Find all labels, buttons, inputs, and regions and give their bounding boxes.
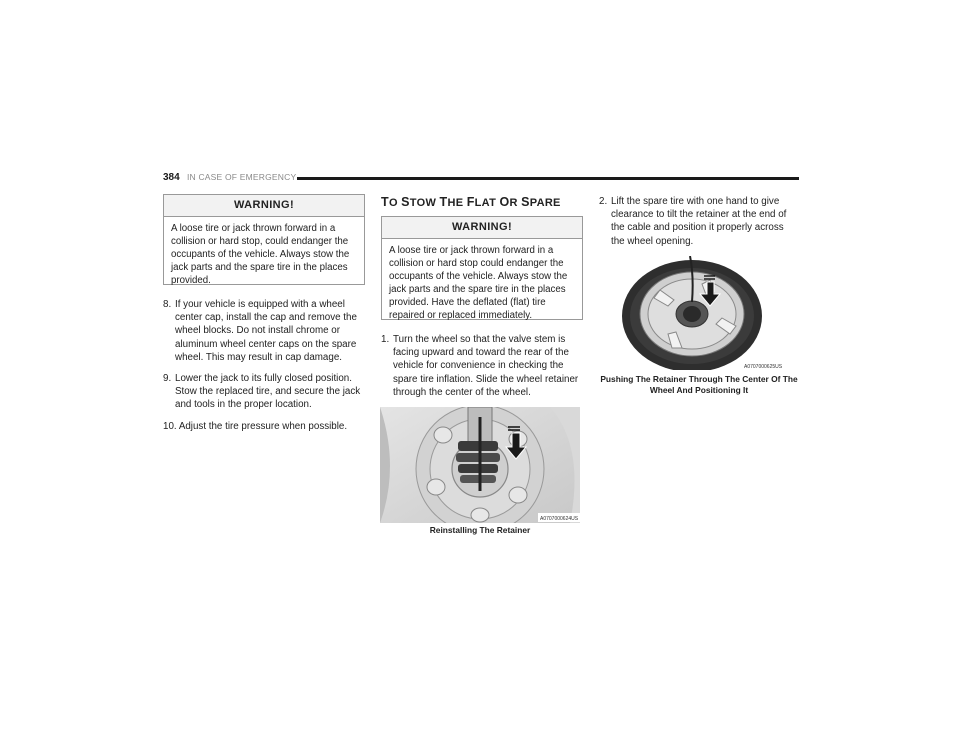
right-steps — [599, 195, 799, 256]
heading-part: T — [381, 195, 389, 209]
step-text: Turn the wheel so that the valve stem is facing upward and toward the rear of the vehicle for convenience in checking the spare tire inflation. Slide the wheel retainer through the center of the wheel. — [393, 334, 579, 398]
list-item — [163, 372, 365, 412]
step-text: Lift the spare tire with one hand to give clearance to tilt the retainer at the end of the cable and position it properly across the wheel opening. — [611, 196, 787, 247]
warning-body: A loose tire or jack thrown forward in a collision or hard stop could endanger the occupants of the vehicle. Always stow the jack parts and the spare tire in the places provided. Have the deflated (flat) tire repaired or replaced immediately. — [389, 245, 568, 321]
figure-caption: Pushing The Retainer Through The Center Of The Wheel And Positioning It — [600, 374, 798, 395]
list-item — [163, 298, 365, 364]
warning-title: WARNING! — [164, 195, 364, 217]
heading-part: TOW — [409, 197, 440, 209]
step-text: If your vehicle is equipped with a wheel center cap, install the cap and remove the wheel blocks. Do not install chrome or aluminum wheel center caps on the spare wheel. This may result in cap damage. — [175, 299, 357, 363]
page-header — [163, 172, 799, 186]
heading-part: O — [388, 197, 402, 209]
spare-tire-illustration — [610, 256, 795, 370]
page-number: 384 — [163, 172, 180, 183]
heading-part: PARE — [529, 197, 561, 209]
middle-warning-box — [381, 216, 583, 320]
middle-steps — [381, 333, 583, 407]
step-number: 2. — [599, 196, 608, 207]
heading-part: S — [521, 195, 530, 209]
heading-part: F — [466, 195, 475, 209]
step-number: 10. — [163, 420, 177, 432]
step-number: 1. — [381, 334, 390, 345]
left-steps — [163, 298, 365, 441]
heading-part: R — [509, 197, 522, 209]
list-item — [381, 333, 583, 399]
heading-part: T — [439, 195, 448, 209]
heading-part: LAT — [474, 197, 500, 209]
heading-part: S — [401, 195, 410, 209]
left-warning-box — [163, 194, 365, 285]
retainer-illustration — [380, 407, 580, 523]
figure-caption: Reinstalling The Retainer — [429, 525, 531, 535]
section-heading — [381, 195, 561, 209]
header-rule — [297, 177, 799, 180]
heading-part: O — [499, 195, 510, 209]
list-item — [163, 420, 365, 433]
step-text: Lower the jack to its fully closed position. Stow the replaced tire, and secure the jack and tools in the proper location. — [175, 373, 361, 411]
step-number: 9. — [163, 373, 172, 385]
step-number: 8. — [163, 299, 172, 310]
figure-code: A0707000624US — [540, 516, 579, 522]
list-item — [599, 195, 799, 248]
section-title: IN CASE OF EMERGENCY — [187, 172, 297, 182]
warning-title: WARNING! — [382, 217, 582, 239]
warning-body: A loose tire or jack thrown forward in a collision or hard stop, could endanger the occupants of the vehicle. Always stow the jack parts and the spare tire in the places provided. — [171, 223, 350, 286]
step-text: Adjust the tire pressure when possible. — [178, 420, 348, 432]
figure-code: A0707000625US — [744, 364, 783, 370]
heading-part: HE — [447, 197, 467, 209]
